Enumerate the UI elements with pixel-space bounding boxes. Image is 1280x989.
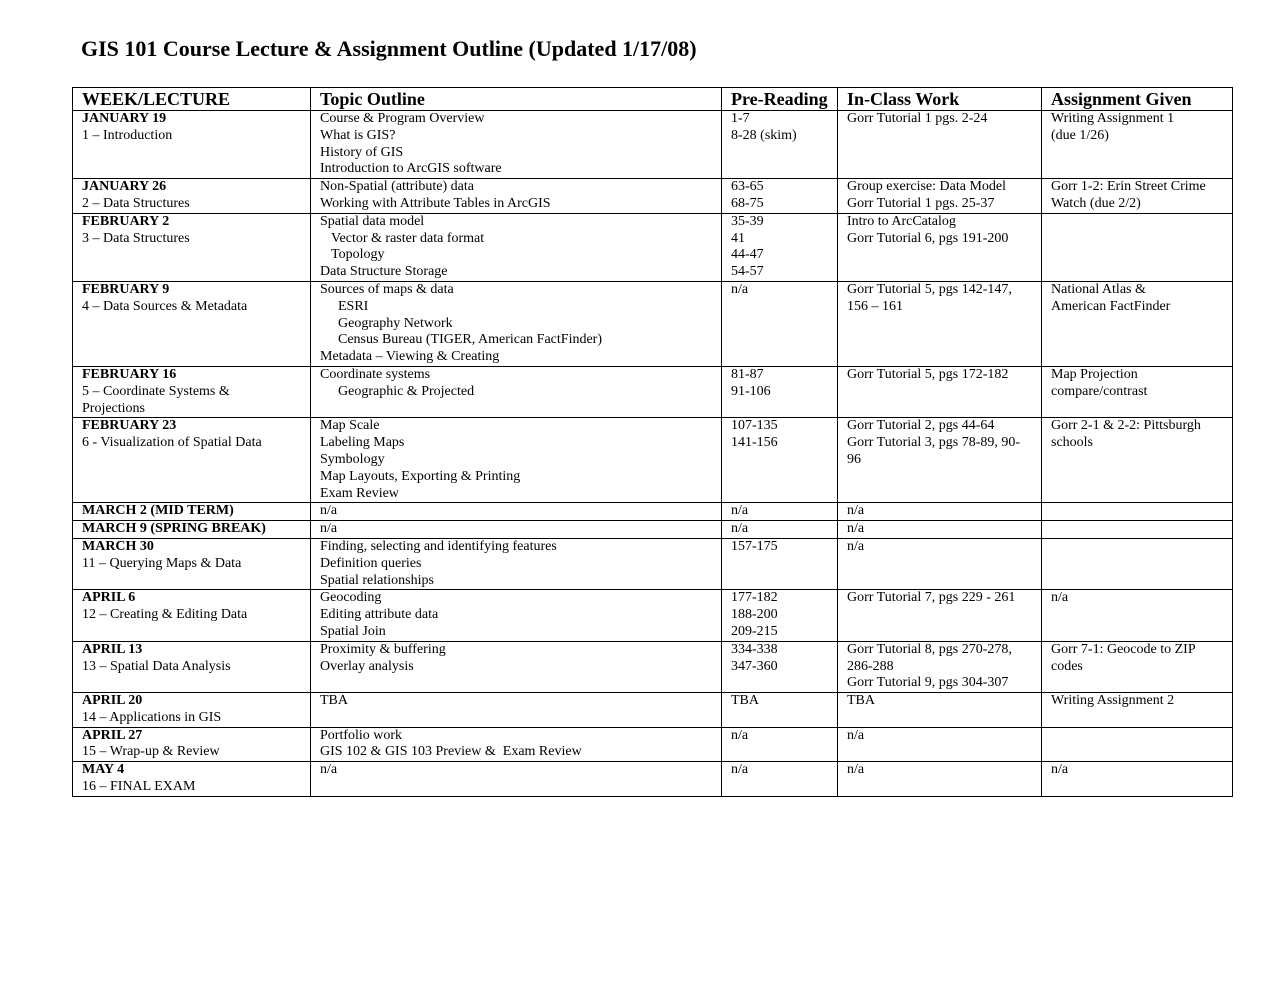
cell-week-lecture — [73, 727, 311, 762]
assignment-item: schools — [1051, 435, 1093, 451]
reading-item: 68-75 — [731, 195, 764, 211]
cell-topic-outline — [311, 641, 722, 692]
reading-item: n/a — [731, 521, 749, 537]
topic-item: Map Scale — [320, 418, 380, 434]
cell-in-class-work — [838, 762, 1042, 797]
assignment-item: National Atlas & — [1051, 281, 1146, 297]
reading-item: 41 — [731, 230, 745, 246]
in-class-item: n/a — [847, 521, 865, 537]
week-date: APRIL 20 — [82, 693, 143, 709]
lecture-title: 6 - Visualization of Spatial Data — [82, 435, 262, 451]
page-title: GIS 101 Course Lecture & Assignment Outline (Updated 1/17/08) — [81, 36, 697, 61]
reading-item: 81-87 — [731, 366, 764, 382]
topic-item: Geographic & Projected — [338, 383, 475, 399]
cell-pre-reading — [722, 762, 838, 797]
in-class-item: n/a — [847, 727, 865, 743]
topic-item: Spatial data model — [320, 213, 425, 229]
cell-pre-reading — [722, 179, 838, 214]
assignment-item: Map Projection — [1051, 366, 1138, 382]
topic-item: Spatial Join — [320, 623, 386, 639]
table-row — [73, 762, 1233, 797]
cell-in-class-work — [838, 727, 1042, 762]
in-class-item: Gorr Tutorial 6, pgs 191-200 — [847, 230, 1009, 246]
week-date: FEBRUARY 9 — [82, 281, 170, 297]
cell-topic-outline — [311, 111, 722, 179]
topic-item: n/a — [320, 503, 338, 519]
topic-item: Definition queries — [320, 555, 422, 571]
cell-pre-reading — [722, 503, 838, 521]
topic-item: Portfolio work — [320, 727, 403, 743]
cell-week-lecture — [73, 179, 311, 214]
week-date: JANUARY 26 — [82, 179, 167, 195]
cell-in-class-work — [838, 503, 1042, 521]
lecture-title: 3 – Data Structures — [82, 230, 190, 246]
cell-topic-outline — [311, 538, 722, 589]
course-outline-table — [72, 87, 1233, 797]
cell-in-class-work — [838, 366, 1042, 417]
reading-item: 63-65 — [731, 179, 764, 195]
reading-item: 44-47 — [731, 247, 764, 263]
cell-assignment-given — [1042, 418, 1233, 503]
reading-item: 334-338 — [731, 641, 778, 657]
cell-in-class-work — [838, 213, 1042, 281]
reading-item: 347-360 — [731, 658, 778, 674]
topic-item: Sources of maps & data — [320, 281, 454, 297]
column-header-week: WEEK/LECTURE — [73, 88, 311, 111]
column-header-assignment: Assignment Given — [1042, 88, 1233, 111]
cell-week-lecture — [73, 590, 311, 641]
lecture-title: 12 – Creating & Editing Data — [82, 607, 248, 623]
topic-item: Topology — [331, 247, 385, 263]
reading-item: n/a — [731, 727, 749, 743]
in-class-item: 286-288 — [847, 658, 894, 674]
assignment-item: Gorr 7-1: Geocode to ZIP — [1051, 641, 1196, 657]
table-row — [73, 111, 1233, 179]
cell-in-class-work — [838, 418, 1042, 503]
topic-item: Editing attribute data — [320, 607, 439, 623]
topic-item: Data Structure Storage — [320, 264, 448, 280]
reading-item: 1-7 — [731, 111, 750, 126]
table-row — [73, 503, 1233, 521]
in-class-item: Gorr Tutorial 1 pgs. 2-24 — [847, 111, 988, 126]
column-header-topic: Topic Outline — [311, 88, 722, 111]
column-header-inclass: In-Class Work — [838, 88, 1042, 111]
in-class-item: Gorr Tutorial 5, pgs 142-147, — [847, 281, 1012, 297]
cell-pre-reading — [722, 641, 838, 692]
topic-item: Vector & raster data format — [331, 230, 485, 246]
week-date: MAY 4 — [82, 762, 125, 778]
lecture-title: 13 – Spatial Data Analysis — [82, 658, 231, 674]
topic-item: Spatial relationships — [320, 572, 434, 588]
week-date: MARCH 2 (MID TERM) — [82, 503, 234, 519]
cell-assignment-given — [1042, 590, 1233, 641]
cell-topic-outline — [311, 503, 722, 521]
topic-item: What is GIS? — [320, 127, 396, 143]
table-body — [73, 111, 1233, 797]
topic-item: Geocoding — [320, 590, 382, 606]
reading-item: n/a — [731, 762, 749, 778]
in-class-item: n/a — [847, 503, 865, 519]
header-row — [73, 88, 1233, 111]
cell-assignment-given — [1042, 179, 1233, 214]
cell-topic-outline — [311, 213, 722, 281]
cell-week-lecture — [73, 762, 311, 797]
lecture-title: 11 – Querying Maps & Data — [82, 555, 242, 571]
topic-item: Introduction to ArcGIS software — [320, 161, 502, 177]
in-class-item: Intro to ArcCatalog — [847, 213, 956, 229]
in-class-item: 96 — [847, 451, 861, 467]
topic-item: Non-Spatial (attribute) data — [320, 179, 474, 195]
cell-assignment-given — [1042, 693, 1233, 728]
table-row — [73, 641, 1233, 692]
cell-in-class-work — [838, 179, 1042, 214]
topic-item: Exam Review — [320, 485, 399, 501]
cell-week-lecture — [73, 538, 311, 589]
topic-item: ESRI — [338, 298, 369, 314]
table-row — [73, 281, 1233, 366]
cell-assignment-given — [1042, 641, 1233, 692]
cell-topic-outline — [311, 281, 722, 366]
cell-topic-outline — [311, 179, 722, 214]
cell-pre-reading — [722, 213, 838, 281]
week-date: FEBRUARY 2 — [82, 213, 170, 229]
in-class-item: n/a — [847, 538, 865, 554]
topic-item: GIS 102 & GIS 103 Preview & Exam Review — [320, 744, 582, 760]
topic-item: n/a — [320, 762, 338, 778]
reading-item: 157-175 — [731, 538, 778, 554]
table-row — [73, 418, 1233, 503]
topic-item: Symbology — [320, 451, 385, 467]
table-row — [73, 521, 1233, 539]
cell-week-lecture — [73, 111, 311, 179]
cell-topic-outline — [311, 727, 722, 762]
reading-item: n/a — [731, 503, 749, 519]
in-class-item: Gorr Tutorial 5, pgs 172-182 — [847, 366, 1009, 382]
assignment-item: compare/contrast — [1051, 383, 1148, 399]
week-date: FEBRUARY 23 — [82, 418, 177, 434]
cell-pre-reading — [722, 693, 838, 728]
topic-item: Course & Program Overview — [320, 111, 485, 126]
cell-week-lecture — [73, 418, 311, 503]
assignment-item: codes — [1051, 658, 1083, 674]
lecture-title: 15 – Wrap-up & Review — [82, 744, 220, 760]
week-date: APRIL 13 — [82, 641, 143, 657]
topic-item: Proximity & buffering — [320, 641, 446, 657]
table-row — [73, 590, 1233, 641]
table-row — [73, 366, 1233, 417]
topic-item: Finding, selecting and identifying features — [320, 538, 557, 554]
table-row — [73, 693, 1233, 728]
lecture-title: 5 – Coordinate Systems & — [82, 383, 230, 399]
lecture-title: 16 – FINAL EXAM — [82, 779, 196, 795]
topic-item: Geography Network — [338, 315, 453, 331]
cell-topic-outline — [311, 418, 722, 503]
cell-pre-reading — [722, 727, 838, 762]
topic-item: Census Bureau (TIGER, American FactFinder) — [338, 332, 602, 348]
lecture-title: 2 – Data Structures — [82, 195, 190, 211]
reading-item: 188-200 — [731, 607, 778, 623]
cell-in-class-work — [838, 281, 1042, 366]
cell-assignment-given — [1042, 727, 1233, 762]
in-class-item: Gorr Tutorial 9, pgs 304-307 — [847, 675, 1009, 691]
assignment-item: Gorr 1-2: Erin Street Crime — [1051, 179, 1206, 195]
cell-week-lecture — [73, 693, 311, 728]
table-row — [73, 538, 1233, 589]
assignment-item: Writing Assignment 1 — [1051, 111, 1175, 126]
topic-item: Labeling Maps — [320, 435, 405, 451]
lecture-title: Projections — [82, 400, 145, 416]
reading-item: n/a — [731, 281, 749, 297]
topic-item: Working with Attribute Tables in ArcGIS — [320, 195, 551, 211]
in-class-item: Gorr Tutorial 8, pgs 270-278, — [847, 641, 1012, 657]
cell-week-lecture — [73, 503, 311, 521]
assignment-item: American FactFinder — [1051, 298, 1171, 314]
topic-item: Overlay analysis — [320, 658, 414, 674]
topic-item: History of GIS — [320, 144, 404, 160]
in-class-item: Gorr Tutorial 1 pgs. 25-37 — [847, 195, 995, 211]
cell-topic-outline — [311, 590, 722, 641]
week-date: APRIL 6 — [82, 590, 136, 606]
lecture-title: 14 – Applications in GIS — [82, 709, 222, 725]
assignment-item: n/a — [1051, 762, 1069, 778]
in-class-item: Group exercise: Data Model — [847, 179, 1006, 195]
topic-item: TBA — [320, 693, 348, 709]
week-date: FEBRUARY 16 — [82, 366, 177, 382]
in-class-item: TBA — [847, 693, 875, 709]
week-date: JANUARY 19 — [82, 111, 167, 126]
assignment-item: Gorr 2-1 & 2-2: Pittsburgh — [1051, 418, 1201, 434]
lecture-title: 1 – Introduction — [82, 127, 173, 143]
cell-assignment-given — [1042, 538, 1233, 589]
cell-in-class-work — [838, 111, 1042, 179]
assignment-item: (due 1/26) — [1051, 127, 1109, 143]
cell-pre-reading — [722, 538, 838, 589]
assignment-item: n/a — [1051, 590, 1069, 606]
cell-assignment-given — [1042, 521, 1233, 539]
cell-assignment-given — [1042, 111, 1233, 179]
reading-item: 209-215 — [731, 623, 778, 639]
reading-item: 91-106 — [731, 383, 771, 399]
cell-topic-outline — [311, 366, 722, 417]
week-date: MARCH 30 — [82, 538, 154, 554]
reading-item: 8-28 (skim) — [731, 127, 797, 143]
topic-item: Metadata – Viewing & Creating — [320, 349, 500, 365]
in-class-item: Gorr Tutorial 7, pgs 229 - 261 — [847, 590, 1016, 606]
cell-pre-reading — [722, 111, 838, 179]
cell-in-class-work — [838, 693, 1042, 728]
cell-pre-reading — [722, 281, 838, 366]
cell-in-class-work — [838, 641, 1042, 692]
cell-topic-outline — [311, 762, 722, 797]
in-class-item: n/a — [847, 762, 865, 778]
cell-week-lecture — [73, 281, 311, 366]
week-date: APRIL 27 — [82, 727, 143, 743]
in-class-item: Gorr Tutorial 2, pgs 44-64 — [847, 418, 995, 434]
cell-pre-reading — [722, 418, 838, 503]
cell-week-lecture — [73, 213, 311, 281]
cell-week-lecture — [73, 366, 311, 417]
assignment-item: Writing Assignment 2 — [1051, 693, 1175, 709]
reading-item: TBA — [731, 693, 759, 709]
cell-pre-reading — [722, 521, 838, 539]
cell-pre-reading — [722, 366, 838, 417]
week-date: MARCH 9 (SPRING BREAK) — [82, 521, 266, 537]
reading-item: 107-135 — [731, 418, 778, 434]
cell-assignment-given — [1042, 213, 1233, 281]
cell-week-lecture — [73, 641, 311, 692]
cell-topic-outline — [311, 521, 722, 539]
topic-item: Coordinate systems — [320, 366, 431, 382]
cell-week-lecture — [73, 521, 311, 539]
cell-in-class-work — [838, 538, 1042, 589]
cell-assignment-given — [1042, 281, 1233, 366]
cell-in-class-work — [838, 590, 1042, 641]
cell-pre-reading — [722, 590, 838, 641]
table-row — [73, 179, 1233, 214]
table-row — [73, 727, 1233, 762]
assignment-item: Watch (due 2/2) — [1051, 195, 1141, 211]
in-class-item: 156 – 161 — [847, 298, 903, 314]
cell-assignment-given — [1042, 503, 1233, 521]
reading-item: 54-57 — [731, 264, 764, 280]
reading-item: 177-182 — [731, 590, 778, 606]
reading-item: 35-39 — [731, 213, 764, 229]
cell-topic-outline — [311, 693, 722, 728]
table-row — [73, 213, 1233, 281]
cell-assignment-given — [1042, 366, 1233, 417]
cell-in-class-work — [838, 521, 1042, 539]
reading-item: 141-156 — [731, 435, 778, 451]
topic-item: n/a — [320, 521, 338, 537]
topic-item: Map Layouts, Exporting & Printing — [320, 468, 521, 484]
cell-assignment-given — [1042, 762, 1233, 797]
in-class-item: Gorr Tutorial 3, pgs 78-89, 90- — [847, 435, 1021, 451]
lecture-title: 4 – Data Sources & Metadata — [82, 298, 248, 314]
column-header-reading: Pre-Reading — [722, 88, 838, 111]
